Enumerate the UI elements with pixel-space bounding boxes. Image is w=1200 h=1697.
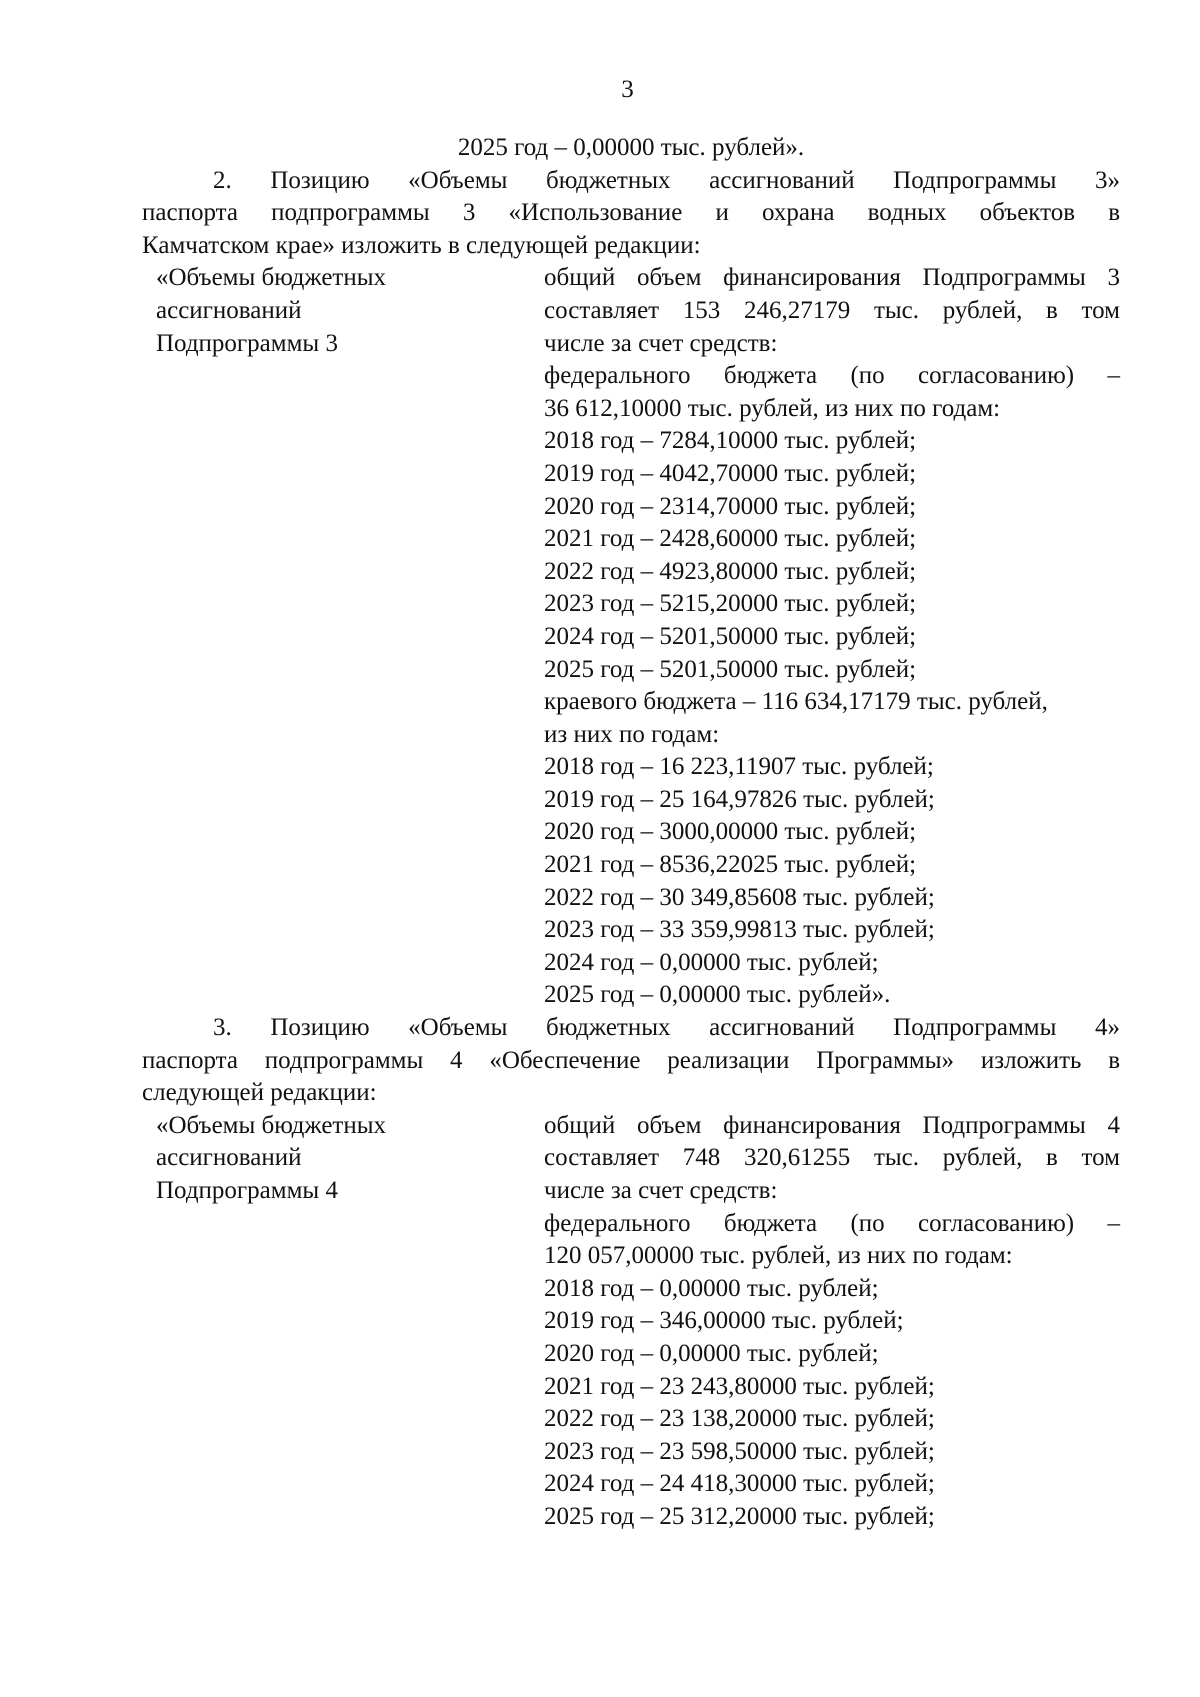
passport-3-federal-year: 2025 год – 5201,50000 тыс. рублей; — [544, 655, 917, 683]
passport-3-federal-heading: федерального бюджета (по согласованию) – — [544, 362, 1120, 390]
passport-3-left-line-2: ассигнований — [156, 296, 302, 324]
document-body — [142, 132, 1120, 1534]
passport-3-regional-by-years: из них по годам: — [544, 720, 720, 748]
passport-4-total-line-3: числе за счет средств: — [544, 1177, 778, 1204]
page-number: 3 — [621, 76, 634, 103]
passport-3-federal-year: 2023 год – 5215,20000 тыс. рублей; — [544, 590, 917, 618]
passport-4-federal-heading: федерального бюджета (по согласованию) – — [544, 1209, 1120, 1237]
section-2-line-2: паспорта подпрограммы 3 «Использование и охрана водных объектов в — [142, 199, 1120, 227]
passport-3-left-line-1: «Объемы бюджетных — [156, 264, 387, 292]
passport-3-right-column — [544, 262, 1120, 1012]
passport-4-left-line-1: «Объемы бюджетных — [156, 1111, 387, 1139]
passport-4-federal-year: 2022 год – 23 138,20000 тыс. рублей; — [544, 1405, 935, 1433]
section-3-line-2: паспорта подпрограммы 4 «Обеспечение реализации Программы» изложить в — [142, 1046, 1120, 1074]
passport-4-right-column — [544, 1110, 1120, 1534]
passport-4-left-line-3: Подпрограммы 4 — [156, 1177, 338, 1204]
passport-4-federal-total: 120 057,00000 тыс. рублей, из них по годам: — [544, 1242, 1013, 1270]
passport-3-regional-total: краевого бюджета – 116 634,17179 тыс. рублей, — [544, 688, 1048, 716]
passport-3-regional-year: 2020 год – 3000,00000 тыс. рублей; — [544, 818, 917, 846]
passport-3-regional-year: 2022 год – 30 349,85608 тыс. рублей; — [544, 883, 935, 911]
passport-3-total-line-1: общий объем финансирования Подпрограммы 3 — [544, 264, 1120, 292]
passport-3-federal-year: 2024 год – 5201,50000 тыс. рублей; — [544, 622, 917, 650]
section-3-line-1: 3. Позицию «Объемы бюджетных ассигнований Подпрограммы 4» — [213, 1014, 1120, 1042]
passport-3-federal-total: 36 612,10000 тыс. рублей, из них по годам: — [544, 394, 1001, 422]
passport-4-federal-year: 2023 год – 23 598,50000 тыс. рублей; — [544, 1437, 935, 1465]
passport-4-federal-year: 2019 год – 346,00000 тыс. рублей; — [544, 1307, 904, 1335]
section-2-line-3: Камчатском крае» изложить в следующей редакции: — [142, 231, 701, 259]
passport-3-regional-year: 2021 год – 8536,22025 тыс. рублей; — [544, 851, 917, 879]
passport-3-federal-year: 2020 год – 2314,70000 тыс. рублей; — [544, 492, 917, 520]
passport-3-left-line-3: Подпрограммы 3 — [156, 329, 338, 357]
passport-4-left-line-2: ассигнований — [156, 1144, 302, 1172]
passport-4-federal-year: 2020 год – 0,00000 тыс. рублей; — [544, 1339, 879, 1367]
passport-3-regional-year: 2025 год – 0,00000 тыс. рублей». — [544, 981, 891, 1009]
passport-3-left-column — [142, 262, 499, 1012]
passport-4-total-line-1: общий объем финансирования Подпрограммы 4 — [544, 1111, 1120, 1139]
passport-3-regional-year: 2019 год – 25 164,97826 тыс. рублей; — [544, 785, 935, 813]
passport-3-total-line-3: числе за счет средств: — [544, 329, 778, 357]
passport-3-federal-year: 2018 год – 7284,10000 тыс. рублей; — [544, 427, 917, 455]
passport-table-subprogram-4 — [142, 1110, 1120, 1534]
passport-3-regional-year: 2018 год – 16 223,11907 тыс. рублей; — [544, 753, 934, 781]
passport-4-left-column — [142, 1110, 499, 1534]
section-3-paragraph — [142, 1012, 1120, 1110]
passport-3-federal-year: 2021 год – 2428,60000 тыс. рублей; — [544, 525, 917, 553]
section-3-line-3: следующей редакции: — [142, 1079, 377, 1107]
passport-3-total-line-2: составляет 153 246,27179 тыс. рублей, в том — [544, 296, 1120, 324]
section-2-paragraph — [142, 165, 1120, 263]
opening-line: 2025 год – 0,00000 тыс. рублей». — [457, 134, 805, 161]
passport-3-regional-year: 2024 год – 0,00000 тыс. рублей; — [544, 948, 879, 976]
passport-4-federal-year: 2025 год – 25 312,20000 тыс. рублей; — [544, 1502, 935, 1530]
passport-3-federal-year: 2022 год – 4923,80000 тыс. рублей; — [544, 557, 917, 585]
passport-4-federal-year: 2018 год – 0,00000 тыс. рублей; — [544, 1274, 879, 1302]
passport-3-federal-year: 2019 год – 4042,70000 тыс. рублей; — [544, 459, 917, 487]
passport-4-total-line-2: составляет 748 320,61255 тыс. рублей, в том — [544, 1144, 1120, 1172]
passport-4-federal-year: 2021 год – 23 243,80000 тыс. рублей; — [544, 1372, 935, 1400]
passport-3-regional-year: 2023 год – 33 359,99813 тыс. рублей; — [544, 916, 935, 944]
passport-4-federal-year: 2024 год – 24 418,30000 тыс. рублей; — [544, 1470, 935, 1498]
passport-table-subprogram-3 — [142, 262, 1120, 1012]
section-2-line-1: 2. Позицию «Объемы бюджетных ассигнований Подпрограммы 3» — [213, 166, 1120, 194]
